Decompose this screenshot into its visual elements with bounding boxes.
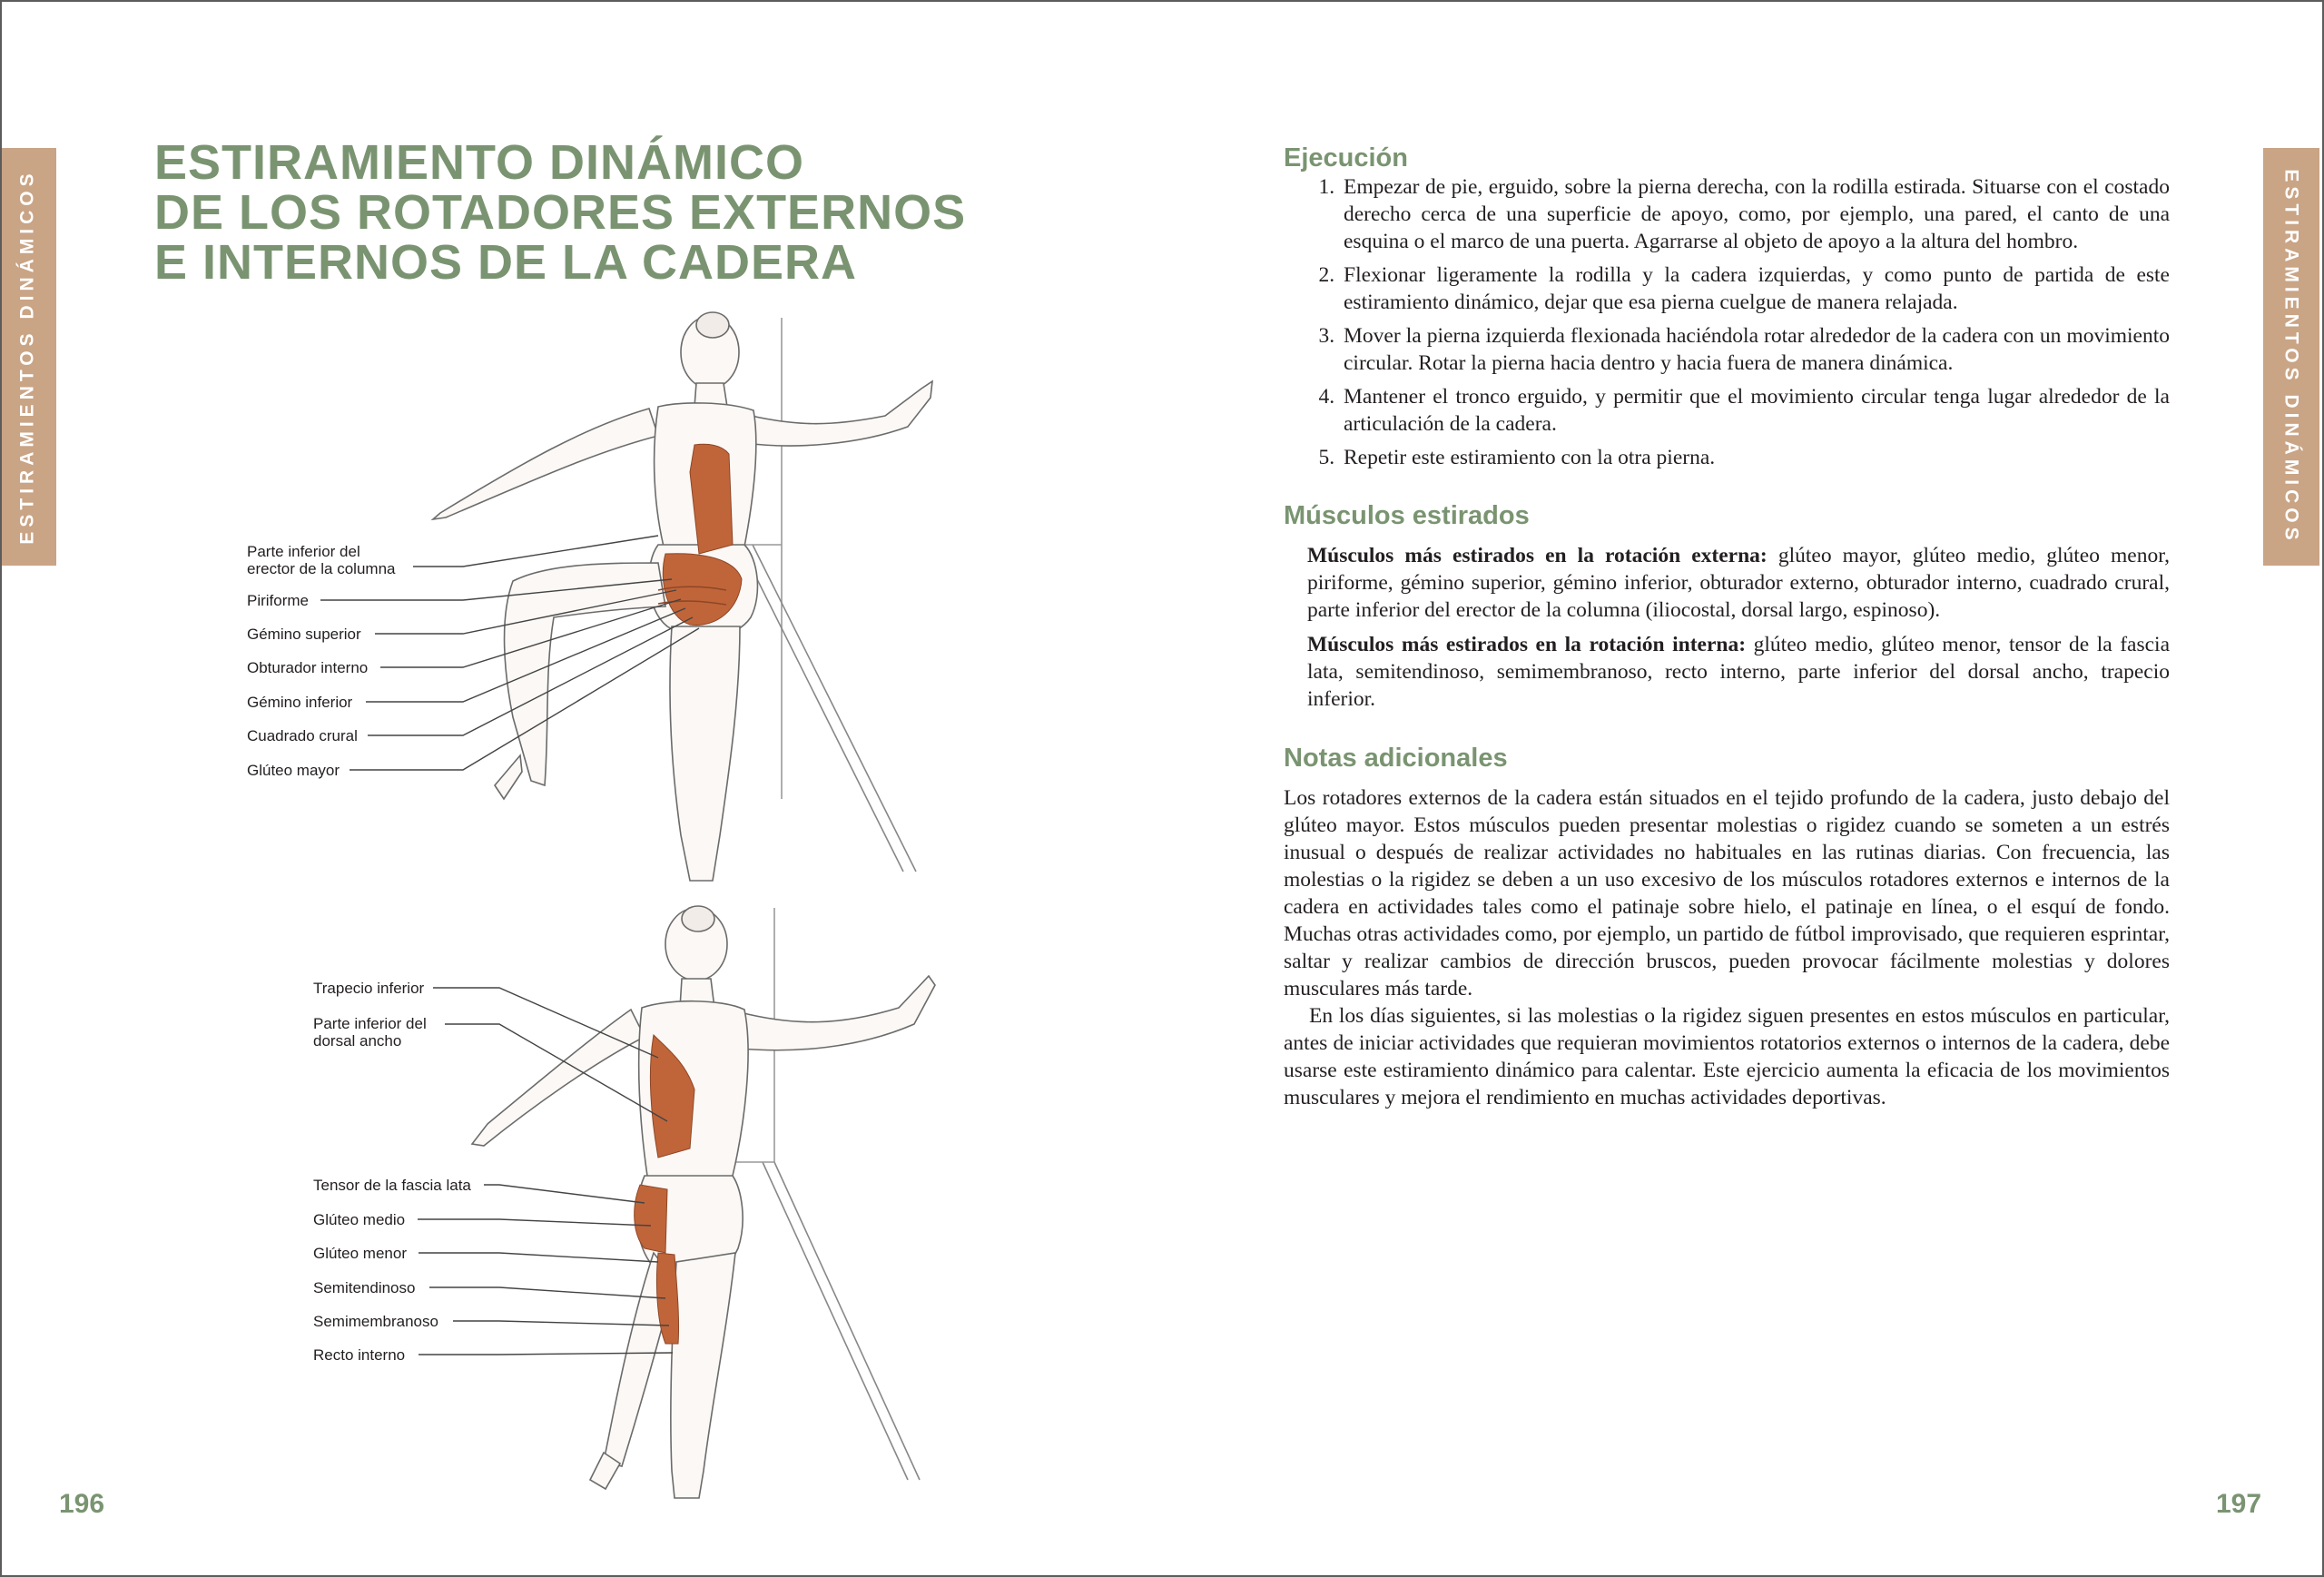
step-item: 4. Mantener el tronco erguido, y permitir que el movimiento circular tenga lugar alrededor de la articulación de la cadera. bbox=[1340, 383, 2170, 438]
step-item: 3. Mover la pierna izquierda flexionada haciéndola rotar alrededor de la cadera con un movimiento circular. Rotar la pierna hacia dentro y hacia fuera de manera dinámica. bbox=[1340, 322, 2170, 377]
label-gluteo-menor: Glúteo menor bbox=[313, 1245, 407, 1262]
notes-paragraph: Los rotadores externos de la cadera están situados en el tejido profundo de la cadera, justo debajo del glúteo mayor. Estos músculos pueden presentar molestias o rigidez cuando se someten a un estrés inusual o después de realizar actividades no habituales en las rutinas diarias. Con frecuencia, las molestias o la rigidez se deben a un uso excesivo de los músculos rotadores externos e internos de la cadera en actividades tales como el patinaje sobre hielo, el patinaje en línea, o el esquí de fondo. Muchas otras actividades como, por ejemplo, un partido de fútbol improvisado, que requieren esprintar, saltar y realizar cambios de dirección bruscos, pueden provocar fácilmente molestias y dolores musculares más tarde. bbox=[1284, 786, 2170, 1000]
heading-ejecucion: Ejecución bbox=[1284, 143, 1408, 172]
muscles-internal-label: Músculos más estirados en la rotación interna: bbox=[1307, 633, 1747, 656]
muscles-external bbox=[1307, 542, 2170, 624]
right-text-column bbox=[1284, 143, 2170, 1111]
muscles-internal-text: glúteo medio, glúteo menor, tensor de la fascia lata, semitendinoso, semimembranoso, recto interno, parte inferior del dorsal ancho, trapecio inferior. bbox=[1307, 633, 2171, 711]
section-tab-left bbox=[0, 148, 56, 566]
label-cuadrado-crural: Cuadrado crural bbox=[247, 727, 358, 744]
page-number-left: 196 bbox=[59, 1489, 105, 1519]
muscles-internal bbox=[1307, 631, 2170, 713]
label-piriforme: Piriforme bbox=[247, 592, 310, 609]
section-tab-label: ESTIRAMIENTOS DINÁMICOS bbox=[2281, 169, 2303, 545]
label-trapecio-inferior: Trapecio inferior bbox=[313, 980, 425, 997]
label-tensor-fascia-lata: Tensor de la fascia lata bbox=[313, 1177, 471, 1194]
muscles-external-label: Músculos más estirados en la rotación externa: bbox=[1307, 544, 1768, 567]
label-gluteo-mayor: Glúteo mayor bbox=[247, 762, 340, 779]
title-line: DE LOS ROTADORES EXTERNOS bbox=[154, 185, 967, 240]
page-title bbox=[154, 135, 967, 290]
figure-top bbox=[433, 312, 932, 881]
page-number-right: 197 bbox=[2216, 1489, 2262, 1519]
label-obturador-interno: Obturador interno bbox=[247, 659, 369, 676]
label-recto-interno: Recto interno bbox=[313, 1346, 406, 1364]
muscles-external-text: glúteo mayor, glúteo medio, glúteo menor, piriforme, gémino superior, gémino inferior, obturador externo, obturador interno, cuadrado crural, parte inferior del erector de la columna (iliocostal, dorsal largo, espinoso). bbox=[1307, 544, 2170, 622]
label-gemino-inferior: Gémino inferior bbox=[247, 694, 353, 711]
step-item: 5. Repetir este estiramiento con la otra pierna. bbox=[1340, 444, 2170, 471]
anatomy-illustration bbox=[231, 291, 958, 1516]
notes-paragraph: En los días siguientes, si las molestias o la rigidez siguen presentes en estos músculos en particular, antes de iniciar actividades que requieran movimientos rotatorios externos o internos de la cadera, debe usarse este estiramiento dinámico para calentar. Este ejercicio aumenta la eficacia de los movimientos musculares y mejora el rendimiento en muchas actividades deportivas. bbox=[1284, 1004, 2170, 1109]
section-tab-right bbox=[2263, 148, 2319, 566]
figure-bottom bbox=[472, 906, 935, 1498]
label-gluteo-medio: Glúteo medio bbox=[313, 1211, 406, 1228]
step-item: 1. Empezar de pie, erguido, sobre la pierna derecha, con la rodilla estirada. Situarse con el costado derecho cerca de una superficie de apoyo, como, por ejemplo, una pared, el canto de una esquina o el marco de una puerta. Agarrarse al objeto de apoyo a la altura del hombro. bbox=[1340, 173, 2170, 255]
step-item: 2. Flexionar ligeramente la rodilla y la cadera izquierdas, y como punto de partida de este estiramiento dinámico, dejar que esa pierna cuelgue de manera relajada. bbox=[1340, 261, 2170, 316]
title-line: E INTERNOS DE LA CADERA bbox=[154, 235, 858, 290]
title-line: ESTIRAMIENTO DINÁMICO bbox=[154, 135, 805, 190]
label-dorsal-ancho: Parte inferior del dorsal ancho bbox=[313, 1015, 427, 1050]
section-tab-label: ESTIRAMIENTOS DINÁMICOS bbox=[17, 169, 39, 545]
steps-list bbox=[1284, 173, 2170, 471]
label-semimembranoso: Semimembranoso bbox=[313, 1313, 438, 1330]
label-gemino-superior: Gémino superior bbox=[247, 626, 361, 643]
heading-musculos: Músculos estirados bbox=[1284, 501, 1530, 530]
heading-notas: Notas adicionales bbox=[1284, 744, 1508, 773]
label-erector-columna: Parte inferior del erector de la columna bbox=[247, 543, 396, 577]
label-semitendinoso: Semitendinoso bbox=[313, 1279, 416, 1296]
